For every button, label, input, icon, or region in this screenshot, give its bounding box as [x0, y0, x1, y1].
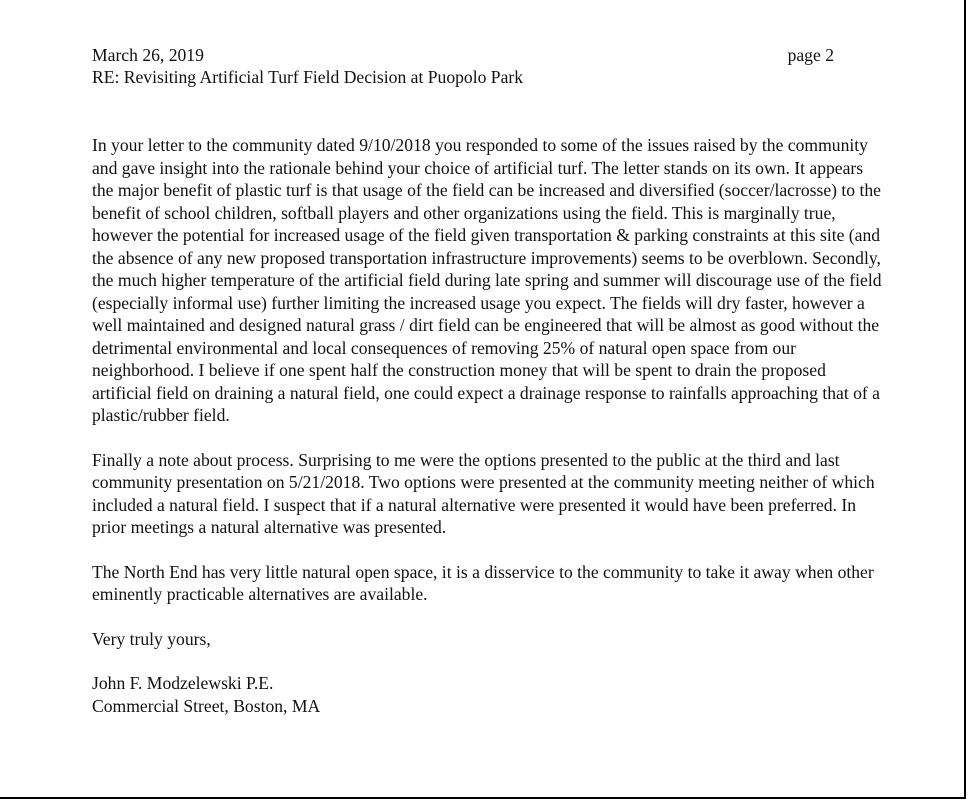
paragraph-open-space: The North End has very little natural open space, it is a disservice to the community to take it away when other eminently practicable alternatives are available.: [92, 561, 874, 604]
paragraph-process: Finally a note about process. Surprising to me were the options presented to the public at the third and last community presentation on 5/21/2018. Two options were presented at the community meeting neither of which included a natural field. I suspect that if a natural alternative were presented it would have been preferred. In prior meetings a natural alternative was presented.: [92, 449, 875, 537]
signature-address: Commercial Street, Boston, MA: [92, 695, 321, 716]
letter-header: [92, 44, 834, 88]
subject-line: RE: Revisiting Artificial Turf Field Decision at Puopolo Park: [92, 67, 524, 87]
letter-body: [92, 134, 882, 717]
signature-name: John F. Modzelewski P.E.: [92, 673, 274, 693]
page-number: page 2: [787, 45, 834, 65]
paragraph-benefits: In your letter to the community dated 9/10/2018 you responded to some of the issues raised by the community and gave insight into the rationale behind your choice of artificial turf. The letter stands on its own. It appears the major benefit of plastic turf is that usage of the field can be increased and diversified (soccer/lacrosse) to the benefit of school children, softball players and other organizations using the field. This is marginally true, however the potential for increased usage of the field given transportation & parking constraints at this site (and the absence of any new proposed transportation infrastructure improvements) seems to be overblown. Secondly, the much higher temperature of the artificial field during late spring and summer will discourage use of the field (especially informal use) further limiting the increased usage you expect. The fields will dry faster, however a well maintained and designed natural grass / dirt field can be engineered that will be almost as good without the detrimental environmental and local consequences of removing 25% of natural open space from our neighborhood. I believe if one spent half the construction money that will be spent to drain the proposed artificial field on draining a natural field, one could expect a drainage response to rainfalls approaching that of a plastic/rubber field.: [92, 135, 882, 425]
closing-salutation: Very truly yours,: [92, 628, 211, 649]
signature-block: [92, 672, 882, 717]
letter-date: March 26, 2019: [92, 45, 204, 65]
